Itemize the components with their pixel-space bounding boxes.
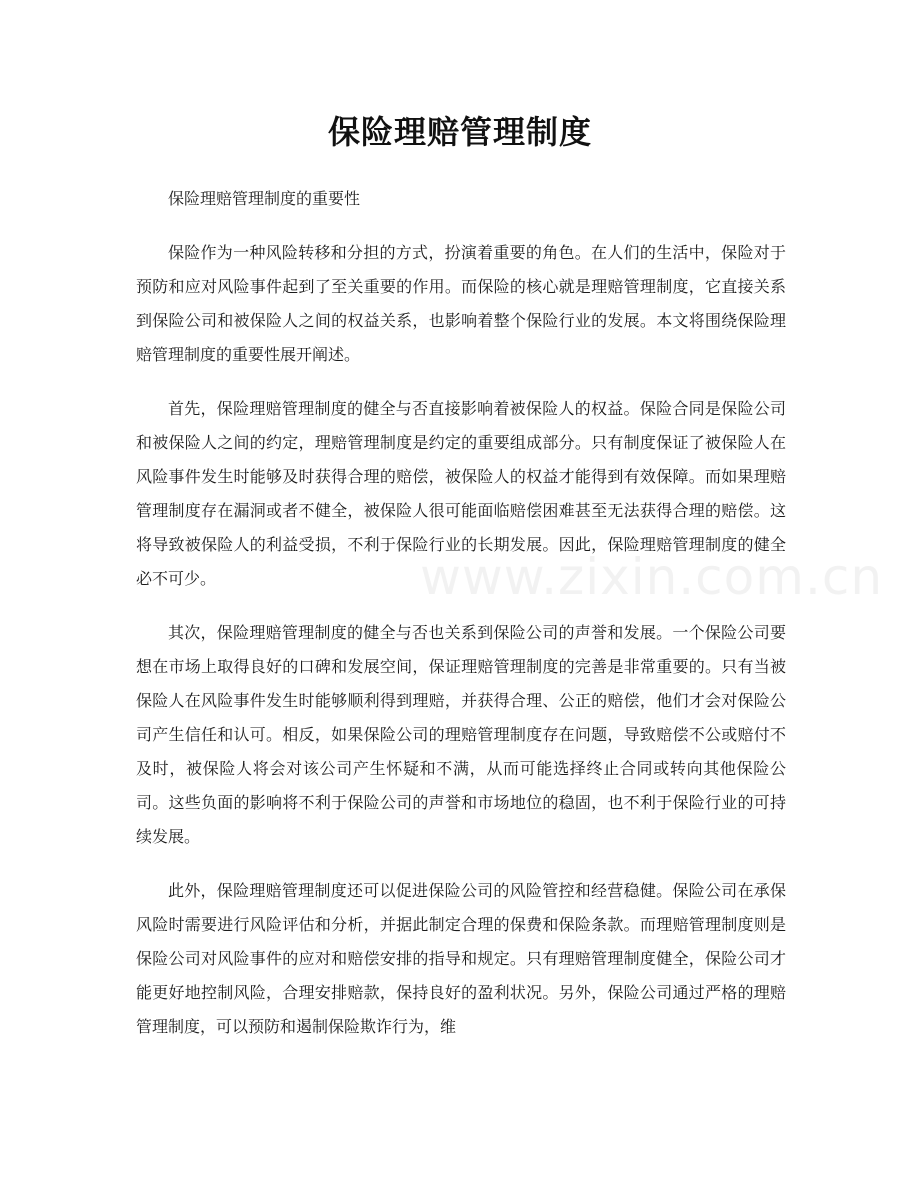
watermark-text: www.zixin.com.cn (420, 548, 884, 606)
document-body (136, 182, 786, 1064)
page-title: 保险理赔管理制度 (327, 113, 592, 151)
paragraph-second: 其次，保险理赔管理制度的健全与否也关系到保险公司的声誉和发展。一个保险公司要想在市场上取得良好的口碑和发展空间，保证理赔管理制度的完善是非常重要的。只有当被保险人在风险事件发生时能够顺利得到理赔，并获得合理、公正的赔偿，他们才会对保险公司产生信任和认可。相反，如果保险公司的理赔管理制度存在问题，导致赔偿不公或赔付不及时，被保险人将会对该公司产生怀疑和不满，从而可能选择终止合同或转向其他保险公司。这些负面的影响将不利于保险公司的声誉和市场地位的稳固，也不利于保险行业的可持续发展。 (136, 623, 786, 846)
paragraph-third: 此外，保险理赔管理制度还可以促进保险公司的风险管控和经营稳健。保险公司在承保风险时需要进行风险评估和分析，并据此制定合理的保费和保险条款。而理赔管理制度则是保险公司对风险事件的应对和赔偿安排的指导和规定。只有理赔管理制度健全，保险公司才能更好地控制风险，合理安排赔款，保持良好的盈利状况。另外，保险公司通过严格的理赔管理制度，可以预防和遏制保险欺诈行为，维 (136, 881, 786, 1036)
section-subtitle: 保险理赔管理制度的重要性 (168, 189, 361, 208)
paragraph-intro: 保险作为一种风险转移和分担的方式，扮演着重要的角色。在人们的生活中，保险对于预防和应对风险事件起到了至关重要的作用。而保险的核心就是理赔管理制度，它直接关系到保险公司和被保险人之间的权益关系，也影响着整个保险行业的发展。本文将围绕保险理赔管理制度的重要性展开阐述。 (136, 243, 786, 364)
paragraph-first: 首先，保险理赔管理制度的健全与否直接影响着被保险人的权益。保险合同是保险公司和被保险人之间的约定，理赔管理制度是约定的重要组成部分。只有制度保证了被保险人在风险事件发生时能够及时获得合理的赔偿，被保险人的权益才能得到有效保障。而如果理赔管理制度存在漏洞或者不健全，被保险人很可能面临赔偿困难甚至无法获得合理的赔偿。这将导致被保险人的利益受损，不利于保险行业的长期发展。因此，保险理赔管理制度的健全必不可少。 (136, 399, 786, 588)
